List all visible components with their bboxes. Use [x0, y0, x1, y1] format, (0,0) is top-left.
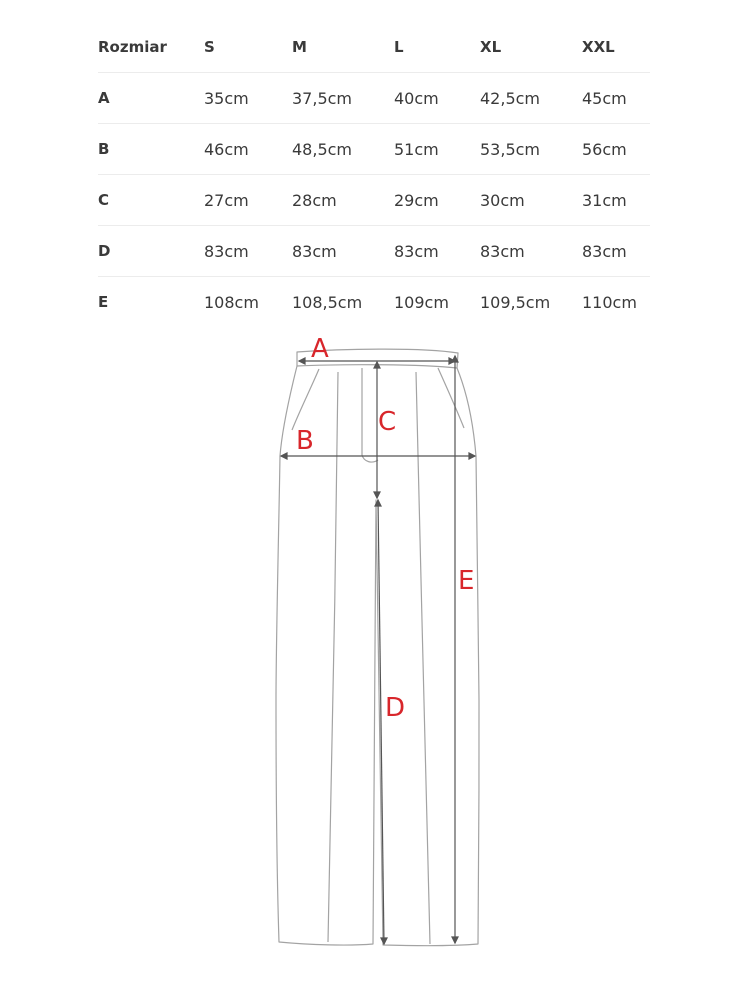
table-cell: 83cm: [582, 241, 627, 261]
header-cell-size: Rozmiar: [98, 38, 167, 56]
table-cell: 29cm: [394, 190, 439, 210]
table-cell: 83cm: [394, 241, 439, 261]
right-crease-line: [416, 372, 430, 944]
table-cell: 27cm: [204, 190, 249, 210]
table-cell: 42,5cm: [480, 88, 541, 108]
arrow-e-top: [452, 356, 458, 362]
row-label-a: A: [98, 89, 110, 107]
trousers-measurement-diagram: [0, 330, 738, 960]
table-cell: 109cm: [394, 292, 449, 312]
table-cell: 35cm: [204, 88, 249, 108]
table-cell: 28cm: [292, 190, 337, 210]
header-cell-xl: XL: [480, 38, 502, 56]
table-cell: 31cm: [582, 190, 627, 210]
header-cell-m: M: [292, 38, 307, 56]
table-cell: 40cm: [394, 88, 439, 108]
row-label-b: B: [98, 140, 110, 158]
arrow-b-left: [281, 453, 287, 459]
arrow-e-bottom: [452, 937, 458, 943]
arrow-d-bottom: [381, 938, 387, 944]
row-label-c: C: [98, 191, 110, 209]
left-crease-line: [328, 372, 338, 942]
size-table-row-c: [98, 175, 650, 226]
table-cell: 37,5cm: [292, 88, 353, 108]
measure-label-b: B: [296, 426, 314, 456]
table-cell: 83cm: [292, 241, 337, 261]
size-table-row-b: [98, 124, 650, 175]
table-cell: 109,5cm: [480, 292, 551, 312]
arrow-c-bottom: [374, 492, 380, 498]
size-table-row-d: [98, 226, 650, 277]
measure-label-e: E: [458, 566, 475, 596]
table-cell: 83cm: [480, 241, 525, 261]
fly-outline: [362, 368, 378, 462]
table-cell: 108cm: [204, 292, 259, 312]
table-cell: 56cm: [582, 139, 627, 159]
table-cell: 45cm: [582, 88, 627, 108]
table-cell: 53,5cm: [480, 139, 541, 159]
table-cell: 83cm: [204, 241, 249, 261]
size-chart-table: [98, 22, 650, 327]
arrow-a-left: [299, 358, 305, 364]
table-cell: 51cm: [394, 139, 439, 159]
row-label-d: D: [98, 242, 111, 260]
measure-label-c: C: [378, 407, 397, 437]
size-table-header-row: [98, 22, 650, 73]
table-cell: 48,5cm: [292, 139, 353, 159]
row-label-e: E: [98, 293, 109, 311]
arrow-b-right: [469, 453, 475, 459]
header-cell-l: L: [394, 38, 404, 56]
size-table-row-a: [98, 73, 650, 124]
table-cell: 30cm: [480, 190, 525, 210]
measure-label-d: D: [385, 693, 406, 723]
table-cell: 110cm: [582, 292, 637, 312]
header-cell-s: S: [204, 38, 215, 56]
table-cell: 46cm: [204, 139, 249, 159]
table-cell: 108,5cm: [292, 292, 363, 312]
size-table-row-e: [98, 277, 650, 328]
header-cell-xxl: XXL: [582, 38, 615, 56]
trousers-drawing: [0, 330, 738, 960]
left-pocket-outline: [292, 369, 319, 430]
arrow-c-top: [374, 362, 380, 368]
measure-label-a: A: [311, 334, 329, 364]
